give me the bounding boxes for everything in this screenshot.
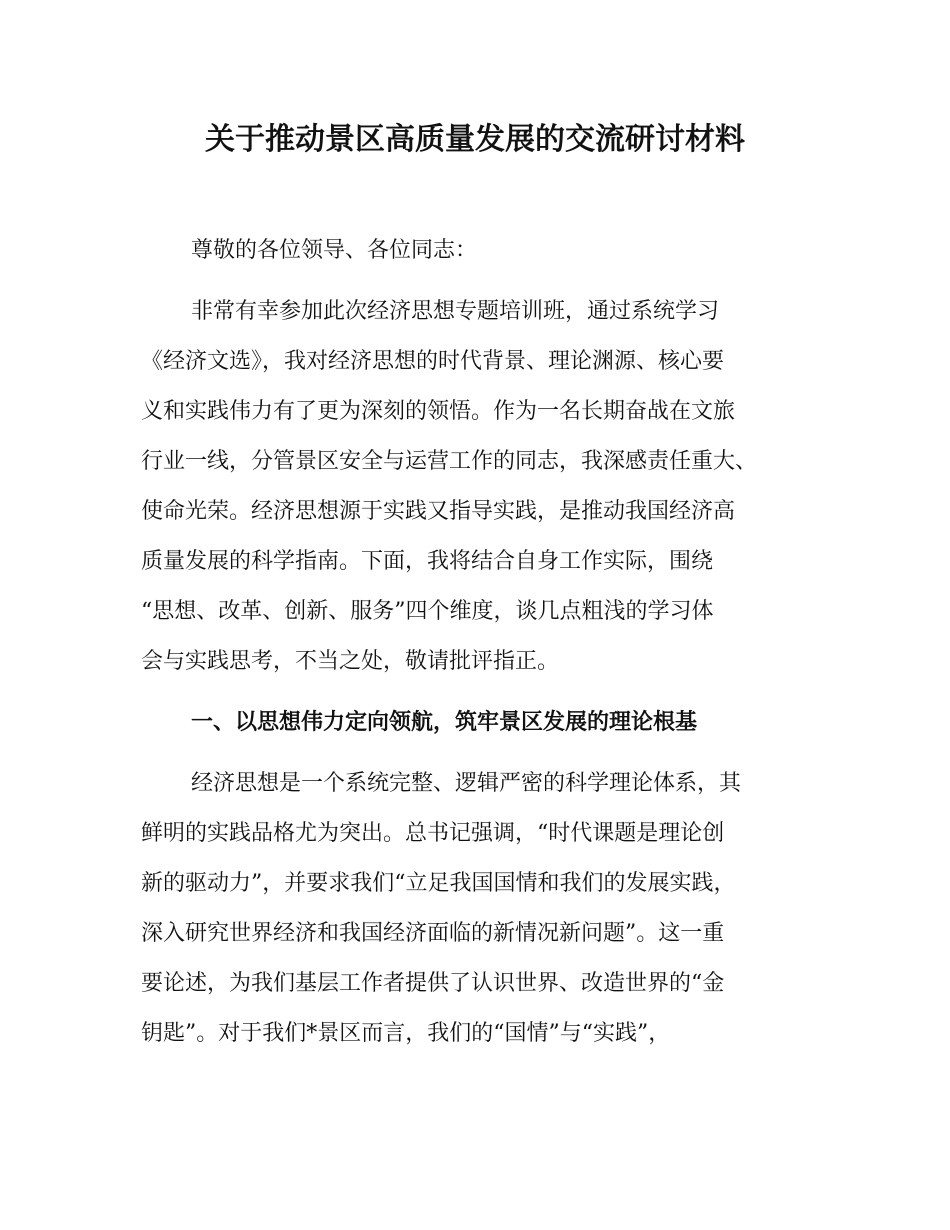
paragraph-line: 质量发展的科学指南。下面，我将结合自身工作实际，围绕: [141, 549, 714, 574]
paragraph-section-1: [141, 759, 831, 1059]
paragraph-line: 要论述，为我们基层工作者提供了认识世界、改造世界的“金: [141, 971, 725, 996]
paragraph-line: 深入研究世界经济和我国经济面临的新情况新问题”。这一重: [141, 921, 725, 946]
paragraph-line: 经济思想是一个系统完整、逻辑严密的科学理论体系，其: [191, 771, 742, 796]
paragraph-line: 新的驱动力”，并要求我们“立足我国国情和我们的发展实践，: [141, 871, 736, 896]
paragraph-line: 会与实践思考，不当之处，敬请批评指正。: [141, 649, 560, 674]
paragraph-line: 非常有幸参加此次经济思想专题培训班，通过系统学习: [191, 299, 720, 324]
section-heading-1: 一、以思想伟力定向领航，筑牢景区发展的理论根基: [191, 710, 698, 735]
greeting: 尊敬的各位领导、各位同志：: [191, 238, 478, 263]
paragraph-line: 鲜明的实践品格尤为突出。总书记强调，“时代课题是理论创: [141, 821, 725, 846]
paragraph-line: “思想、改革、创新、服务”四个维度，谈几点粗浅的学习体: [141, 599, 714, 624]
document-title: 关于推动景区高质量发展的交流研讨材料: [205, 122, 745, 157]
paragraph-intro: [141, 287, 831, 687]
paragraph-line: 钥匙”。对于我们*景区而言，我们的“国情”与“实践”，: [141, 1021, 671, 1046]
paragraph-line: 《经济文选》，我对经济思想的时代背景、理论渊源、核心要: [141, 349, 725, 374]
document-body: [141, 226, 831, 1059]
paragraph-line: 义和实践伟力有了更为深刻的领悟。作为一名长期奋战在文旅: [141, 399, 736, 424]
paragraph-line: 使命光荣。经济思想源于实践又指导实践，是推动我国经济高: [141, 499, 736, 524]
paragraph-line: 行业一线，分管景区安全与运营工作的同志，我深感责任重大、: [141, 449, 758, 474]
